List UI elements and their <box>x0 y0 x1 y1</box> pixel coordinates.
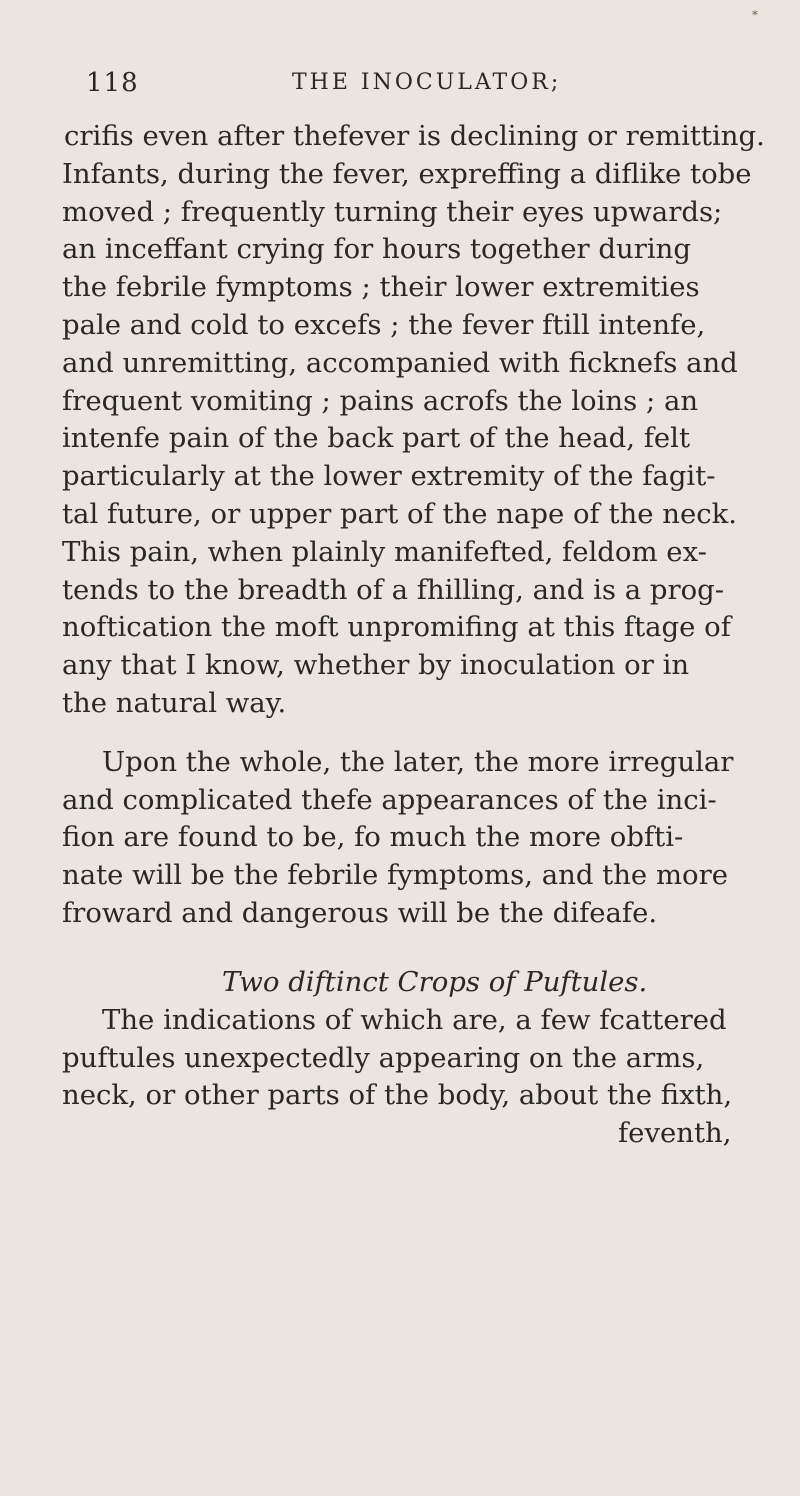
page-number: 118 <box>86 68 139 98</box>
text-line: an inceffant crying for hours together during <box>62 233 691 266</box>
text-line: noftication the moft unpromifing at this ftage of <box>62 611 731 644</box>
text-line: frequent vomiting ; pains acrofs the loins ; an <box>62 384 699 417</box>
paragraph-gap <box>54 933 774 954</box>
text-line: fion are found to be, fo much the more obfti- <box>62 821 684 854</box>
paragraph-gap <box>54 723 774 744</box>
text-line: particularly at the lower extremity of the fagit- <box>62 460 716 493</box>
catchword: feventh, <box>618 1117 732 1150</box>
text-line: puftules unexpectedly appearing on the arms, <box>62 1041 705 1074</box>
corner-mark: * <box>752 8 758 22</box>
text-line: crifis even after thefever is declining or remitting. <box>64 120 765 152</box>
text-line: neck, or other parts of the body, about the fixth, <box>62 1079 733 1112</box>
text-line: intenfe pain of the back part of the head, felt <box>62 422 691 455</box>
running-head: THE INOCULATOR; <box>292 70 562 95</box>
text-line: the febrile fymptoms ; their lower extremities <box>62 271 700 304</box>
paragraph-3 <box>54 1002 774 1115</box>
text-line: and complicated thefe appearances of the inci- <box>62 783 717 816</box>
body-text <box>54 118 774 1153</box>
text-line: froward and dangerous will be the difeafe. <box>62 896 658 929</box>
text-line: and unremitting, accompanied with ficknefs and <box>62 346 738 379</box>
text-line: tal future, or upper part of the nape of the neck. <box>62 497 738 530</box>
text-line: The indications of which are, a few fcattered <box>102 1003 727 1036</box>
text-line: pale and cold to excefs ; the fever ftill intenfe, <box>62 308 706 341</box>
text-line: Upon the whole, the later, the more irregular <box>102 745 734 778</box>
page-header <box>86 68 686 108</box>
text-line: nate will be the febrile fymptoms, and the more <box>62 859 729 892</box>
text-line: Infants, during the fever, expreffing a diflike tobe <box>62 157 752 190</box>
paragraph-1 <box>54 118 774 723</box>
text-line: This pain, when plainly manifefted, feldom ex- <box>62 535 707 568</box>
text-line: moved ; frequently turning their eyes upwards; <box>62 195 723 228</box>
text-line: any that I know, whether by inoculation or in <box>62 649 690 682</box>
section-heading: Two diftinct Crops of Puftules. <box>222 965 648 998</box>
paragraph-2 <box>54 744 774 933</box>
text-line: the natural way. <box>62 686 287 719</box>
text-line: tends to the breadth of a fhilling, and is a prog- <box>62 573 725 606</box>
